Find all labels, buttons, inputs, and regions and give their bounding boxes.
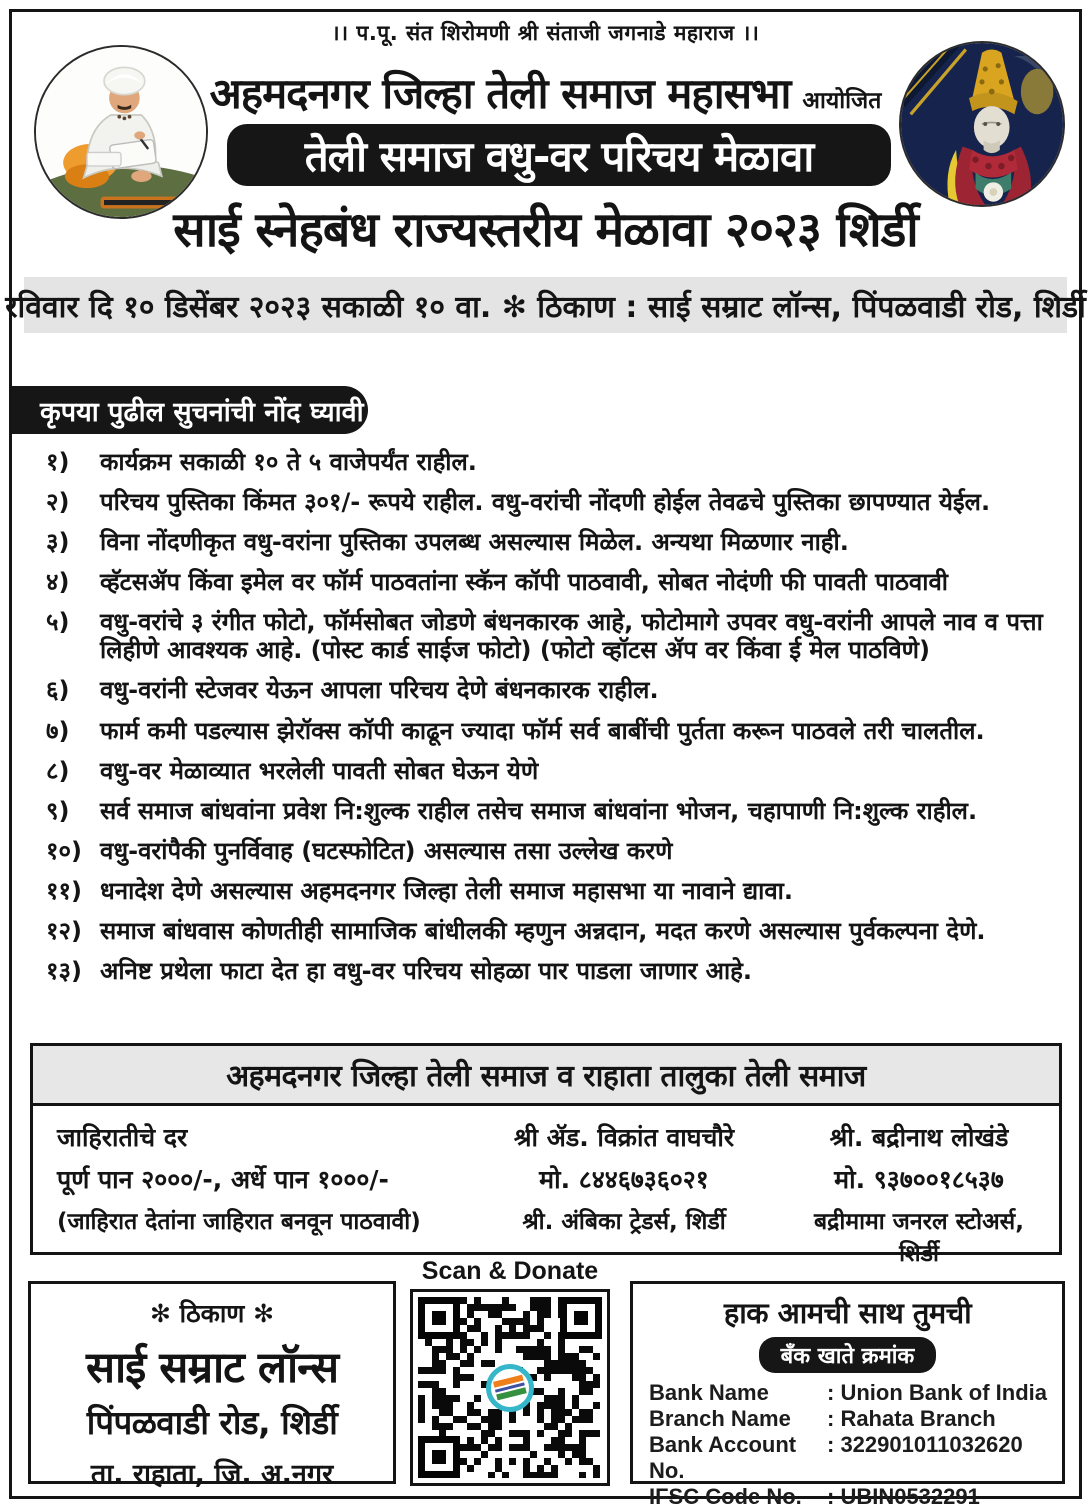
note-number: ४) [46,568,70,597]
note-text: सर्व समाज बांधवांना प्रवेश नि:शुल्क राहील तसेच समाज बांधवांना भोजन, चहापाणी नि:शुल्क राहील. [100,796,978,825]
ad-rates-values: पूर्ण पान २०००/-, अर्धे पान १०००/- [57,1165,389,1194]
contact2-phone: मो. ९३७००१८५३७ [834,1165,1004,1194]
note-text: कार्यक्रम सकाळी १० ते ५ वाजेपर्यंत राहील. [100,448,477,476]
scan-donate-label: Scan & Donate [421,1257,599,1285]
note-number: ७) [46,716,70,745]
contact1-column [479,1120,769,1236]
note-number: १३) [46,957,82,986]
note-item [46,837,1058,865]
bank-row [649,1432,1052,1484]
bank-row-label: IFSC Code No. [649,1484,802,1508]
main-title: साई स्नेहबंध राज्यस्तरीय मेळावा २०२३ शिर्डी [173,202,918,258]
note-text: विना नोंदणीकृत वधु-वरांना पुस्तिका उपलब्ध असल्यास मिळेल. अन्यथा मिळणार नाही. [100,528,849,557]
contact1-phone: मो. ८४४६७३६०२१ [539,1165,709,1194]
note-number: ८) [46,756,70,785]
venue-label: ✻ ठिकाण ✻ [149,1299,275,1328]
tricolor-stripes [493,1374,527,1401]
note-text: व्हॅटसॲप किंवा इमेल वर फॉर्म पाठवतांना स्कॅन कॉपी पाठवावी, सोबत नोदंणी फी पावती पाठवावी [100,568,949,597]
sai-baba-illustration [901,43,1063,205]
qr-finder-icon [560,1297,602,1339]
qr-finder-icon [418,1436,460,1478]
bank-row [649,1484,1052,1508]
bank-row-value: : Rahata Branch [827,1406,996,1431]
notes-list [46,448,1058,997]
contact2-column [791,1120,1047,1268]
upi-tricolor-logo-icon [486,1364,534,1412]
note-number: १२) [46,916,82,945]
note-text: वधु-वरांनी स्टेजवर येऊन आपला परिचय देणे बंधनकारक राहील. [100,676,659,705]
bank-row-label: Branch Name [649,1406,791,1431]
note-item [46,957,1058,985]
bank-row-label: Bank Name [649,1380,769,1405]
contact1-name: श्री ॲड. विक्रांत वाघचौरे [513,1123,735,1152]
organizer-suffix: आयोजित [802,88,882,114]
event-banner: तेली समाज वधु-वर परिचय मेळावा [227,124,891,186]
committee-title: अहमदनगर जिल्हा तेली समाज व राहाता तालुका तेली समाज [33,1046,1059,1106]
organizer-title: अहमदनगर जिल्हा तेली समाज महासभा [209,69,791,118]
note-number: ९) [46,796,70,825]
venue-name: साई सम्राट लॉन्स [85,1343,339,1393]
note-item [46,797,1058,825]
sant-jagnade-portrait-image [36,47,206,217]
contact2-org: बद्रीमामा जनरल स्टोअर्स, शिर्डी [814,1209,1024,1267]
note-number: ६) [46,676,70,705]
note-item [46,488,1058,516]
committee-body [33,1106,1059,1267]
note-item [46,528,1058,556]
invocation-line: ।। प.पू. संत शिरोमणी श्री संताजी जगनाडे महाराज ।। [331,21,760,45]
note-text: वधु-वरांपैकी पुनर्विवाह (घटस्फोटित) असल्यास तसा उल्लेख करणे [100,836,673,865]
contact2-name: श्री. बद्रीनाथ लोखंडे [829,1123,1009,1152]
bank-row [649,1406,1052,1432]
venue-address: पिंपळवाडी रोड, शिर्डी [86,1403,338,1442]
note-number: ३) [46,528,70,557]
ad-rates-column [57,1120,457,1236]
note-item [46,717,1058,745]
note-number: १) [46,448,70,476]
note-text: वधु-वर मेळाव्यात भरलेली पावती सोबत घेऊन येणे [100,756,539,785]
date-venue-band: रविवार दि १० डिसेंबर २०२३ सकाळी १० वा. ✻ ठिकाण : साई सम्राट लॉन्स, पिंपळवाडी रोड, शिर्डी [24,277,1067,333]
ad-rates-note: (जाहिरात देतांना जाहिरात बनवून पाठवावी) [57,1209,421,1235]
committee-box [30,1043,1062,1267]
note-number: ५) [46,608,70,637]
ad-rates-heading: जाहिरातीचे दर [57,1123,188,1152]
venue-box [28,1281,396,1490]
bank-badge: बँक खाते क्रमांक [759,1337,937,1373]
donation-qr-code [410,1289,610,1486]
note-number: ११) [46,876,82,905]
sai-baba-portrait-image [901,43,1063,205]
note-text: परिचय पुस्तिका किंमत ३०१/- रूपये राहील. वधु-वरांची नोंदणी होईल तेवढचे पुस्तिका छापण्यात येईल. [100,488,991,517]
bank-row-value: : 322901011032620 [827,1432,1023,1457]
note-number: २) [46,488,70,517]
organizer-line [210,64,882,121]
bank-row-value: : UBIN0532291 [827,1484,980,1508]
note-item [46,568,1058,596]
bank-row [649,1380,1052,1406]
note-item [46,757,1058,785]
venue-district: ता. राहाता, जि. अ.नगर [90,1459,334,1490]
qr-pattern [418,1297,602,1478]
note-text: वधु-वरांचे ३ रंगीत फोटो, फॉर्मसोबत जोडणे बंधनकारक आहे, फोटोमागे उपवर वधु-वरांनी आपले नाव व पत्ता लिहीणे आवश्यक आहे. (पोस्ट कार्ड साईज फोटो) (फोटो व्हॉटस ॲप वर किंवा ई मेल पाठविणे) [100,608,1043,665]
bank-row-value: : Union Bank of India [827,1380,1047,1405]
notes-heading: कृपया पुढील सुचनांची नोंद घ्यावी [12,386,368,434]
bank-row-label: Bank Account No. [649,1432,797,1483]
note-item [46,608,1058,664]
contact1-org: श्री. अंबिका ट्रेडर्स, शिर्डी [522,1209,726,1235]
bank-tagline: हाक आमची साथ तुमची [723,1296,972,1330]
note-item [46,676,1058,704]
bank-rows [649,1380,1052,1508]
qr-finder-icon [418,1297,460,1339]
note-text: अनिष्ट प्रथेला फाटा देत हा वधु-वर परिचय सोहळा पार पाडला जाणार आहे. [100,957,753,986]
note-text: फार्म कमी पडल्यास झेरॉक्स कॉपी काढून ज्यादा फॉर्म सर्व बाबींची पुर्तता करून पाठवले तरी चालतील. [100,716,985,745]
note-number: १०) [46,836,82,865]
bank-details-box [630,1281,1065,1508]
note-text: समाज बांधवास कोणतीही सामाजिक बांधीलकी म्हणुन अन्नदान, मदत करणे असल्यास पुर्वकल्पना देणे. [100,916,986,945]
saint-illustration [36,47,206,217]
note-item [46,917,1058,945]
note-item [46,877,1058,905]
note-item [46,448,1058,476]
note-text: धनादेश देणे असल्यास अहमदनगर जिल्हा तेली समाज महासभा या नावाने द्यावा. [100,876,794,905]
